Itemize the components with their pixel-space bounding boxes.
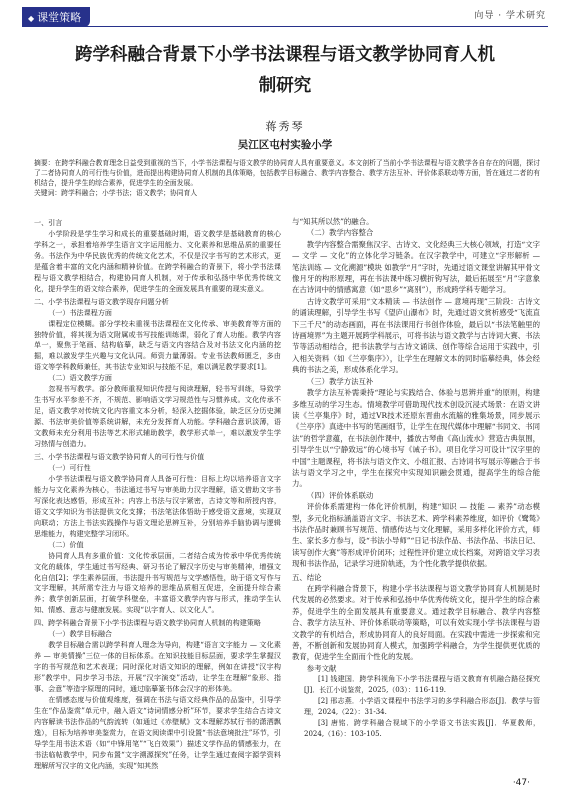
subsection-heading: （二）语文教学方面: [48, 373, 113, 383]
affiliation: 吴江区屯村实验小学: [237, 139, 333, 151]
page-number: ·47·: [512, 778, 530, 788]
paragraph: 在情感态度与价值观维度，强调在书法与语文经典作品的品鉴中，引导学生在“作品鉴赏”单元中，融入语文“诗词情感分析”环节，要求学生结合古诗文内容解读书法作品的气韵流转（如通过《赤壁赋》文本理解苏轼行书的潇洒飘逸），目标为培养审美鉴赏力，在语文阅读课中引设置“书法意境批注”环节，引导学生用书法术语（如“中锋用笔”“飞白效果”）描述文学作品的情感张力，在书法临帖教学中，同步布置“文字溯源探究”任务，让学生通过查阅字源学资料理解所写汉字的文化内涵，实现“知其然: [34, 694, 281, 770]
paragraph: 忽视书写教学。部分教师重视知识传授与阅读理解，轻书写训练，导致学生书写水平参差不齐，不规范、影响语文学习规范性与习惯养成。文化传承不足，语文教学对传统文化内容重文本分析，轻深入挖掘体验，缺乏区分历史渊源、书法审美价值等系统讲解，未充分发挥育人功能。学科融合意识淡薄，语文教师未充分利用书法等艺术形式辅助教学，教学形式单一，难以激发学生学习热情与创造力。: [34, 384, 281, 449]
section-heading: 四、跨学科融合背景下小学书法课程与语文教学协同育人机制的构建策略: [34, 618, 261, 628]
paragraph: 评价体系需建构一体化评价机制，构建“知识 — 技能 — 素养”动态模型，多元化指标涵盖语言文字、书法艺术、跨学科素养维度，如评价《鹭鸶》书法作品时兼顾书写规范、情感传达与文化理解，采用多样化评价方式，师生、家长多方参与，设“书法小导师”“日记书法作品、书法作品、书法日记、读写创作大赛”等形成评价闭环；过程性评价建立成长档案，对跨语文学习表现和书法作品，记录学习进阶轨迹，为个性化教学提供依据。: [292, 502, 540, 569]
subsection-heading: （四）评价体系联动: [306, 490, 374, 500]
paragraph: 课程定位模糊。部分学校未重视书法课程在文化传承、审美教育等方面的独特价值，将其视为语文附属或书写技能训练课，弱化了育人功能。教学内容单一，聚焦于笔画、结构临摹，缺乏与语文内容结合及对书法文化内涵的挖掘，难以激发学生兴趣与文化认同。师资力量薄弱。专业书法教师匮乏，多由语文等学科教师兼任，其书法专业知识与技能不足，难以满足教学要求[1]。: [34, 318, 281, 372]
journal-name: 向导 · 学术研究: [474, 11, 546, 21]
paragraph: 古诗文教学可采用“文本精读 — 书法创作 — 意境再现”三阶段：古诗文的诵读理解，引导学生书写《望庐山瀑布》时，先通过语文赏析感受“飞流直下三千尺”的动态画面，再在书法课用行书创作体验，最后以“书法笔触里的诗画境界”为主题开展跨学科展示，可将书法与语文教学与古诗词大赛、书法节等活动相结合，把书法教学与古诗文诵读、创作等综合运用于实践中，引入相关资料（如《兰亭集序》），让学生在理解文本的同时临摹经典，体会经典的书法之美，形成体系化学习。: [292, 296, 540, 375]
subsection-heading: （一）教学目标融合: [48, 629, 113, 639]
diamond-icon: ◆: [28, 14, 35, 23]
subsection-heading: （二）教学内容整合: [306, 228, 374, 238]
header-divider: [22, 26, 548, 27]
title-line-1: 跨学科融合背景下小学书法课程与语文教学协同育人机: [75, 45, 495, 65]
reference-item: [2] 邢志燕．小学语文课程中书法学习的多学科融合形态[J]．教学与管理，2024,（22）：31-34.: [304, 697, 540, 717]
reference-item: [1] 钱建国．跨学科视角下小学书法课程与语文教育有机融合路径探究[J]．长江小说鉴赏，2025,（03）：116-119.: [304, 675, 540, 695]
section-heading: 三、小学书法课程与语文教学协同育人的可行性与价值: [34, 452, 205, 462]
section-heading: 五、结论: [292, 572, 322, 582]
paragraph: 教学方法互补需秉持“理论与实践结合、体验与思辨并重”的原则，构建多维互动的学习生态。情境教学可借助现代技术创设沉浸式场景：在语文讲读《兰亭集序》时，通过VR技术还原东晋曲水流觞的雅集场景，同步展示《兰亭序》真迹中书写的笔画细节，让学生在现代媒体中理解“书同文、书同法”的哲学意蕴，在书法创作课中，播放古琴曲《高山流水》营造古典氛围，引导学生以“宁静致远”的心境书写《诫子书》。项目化学习可设计“汉字里的中国”主题课程，将书法与语文作文、小组汇报、古诗词书写展示等融合于书法与语文学习之中，学生在探究中实现知识融会贯通，提高学生的综合能力。: [292, 388, 540, 489]
section-heading: 二、小学书法课程与语文教学现存问题分析: [34, 296, 169, 306]
paragraph-continued: 与“知其所以然”的融合。: [292, 217, 374, 226]
body-column-left: [34, 216, 281, 772]
reference-item: [3] 唐铭．跨学科融合视域下的小学语文书法实践[J]．华夏教师，2024,（16）：103-105.: [304, 719, 540, 739]
author: 蒋秀琴: [265, 120, 305, 133]
subsection-heading: （二）价值: [48, 539, 84, 549]
subsection-heading: （一）可行性: [48, 462, 91, 472]
paragraph: 教学内容整合需聚焦汉字、古诗文、文化经典三大核心领域，打造“文字 — 文学 — 文化”的立体化学习链条。在汉字教学中，可建立“字形解析 — 笔法训练 — 文化溯源”模块 如教学“月”字时，先通过语文课堂讲解其甲骨文像月牙的构形原理，再在书法课中练习横折钩写法，最后拓展至“月”字意象在古诗词中的情感寓意（如“思乡”“离别”），形成跨学科专题学习。: [292, 239, 540, 295]
paragraph: 教学目标融合需以跨学科育人理念为导向，构建“语言文字能力 — 文化素养 — 审美情操”三位一体的目标体系。在知识技能目标层面，要求学生掌握汉字的书写规范和艺术表现；同时深化对语文知识的理解，例如在讲授“汉字构形”教学中，同步学习书法，开展“汉字演变”活动，让学生在理解“象形、指事、会意”等造字原理的同时，通过临摹篆书体会汉字的形体美。: [34, 640, 281, 694]
paragraph: 协同育人具有多重价值：文化传承层面，二者结合成为传承中华优秀传统文化的载体，学生通过书写经典、研习书论了解汉字历史与审美精神，增强文化自信[2]；学生素养层面，书法提升书写规范与文学感悟性，助于语文写作与文字理解，其所需专注力与语文培养的思维品质相互促进，全面提升综合素养；教学创新层面，打破学科壁垒，丰富语文教学内容与形式，推动学生认知、情感、意志与健康发展。实现“以字育人、以文化人”。: [34, 550, 281, 615]
keywords: 关键词：跨学科融合；小学书法；语文教学；协同育人: [34, 189, 198, 197]
paragraph: 小学书法课程与语文教学协同育人具备可行性：目标上均以培养语言文字能力与文化素养为核心，书法通过书写与审美助力汉字理解，语文借助文字书写深化表达感悟，形成互补；内容上书法与汉字紧密，古诗文等和所授内容，语文文学知识为书法提供文化支撑；书法笔法体悟助于感受语文意境，实现双向联动；方法上书法实践操作与语文理论思辨互补，分别培养手脑协调与逻辑思维能力，构建完整学习闭环。: [34, 473, 281, 538]
column-tag: [22, 7, 90, 27]
title-line-2: 制研究: [258, 76, 312, 96]
subsection-heading: （一）书法课程方面: [48, 307, 113, 317]
abstract: 摘要：在跨学科融合教育理念日益受到重视的当下，小学书法课程与语文教学的协同育人具有重要意义。本文剖析了当前小学书法课程与语文教学各自存在的问题，探讨了二者协同育人的可行性与价值，进而提出构建协同育人机制的具体策略，包括教学目标融合、教学内容整合、教学方法互补、评价体系联动等方面，旨在通过二者的有机结合，提升学生的综合素养，促进学生的全面发展。: [34, 159, 540, 187]
subsection-heading: （三）教学方法互补: [306, 376, 374, 386]
references-heading: 参考文献: [306, 663, 337, 673]
paragraph: 小学阶段是学生学习和成长的重要基础时期，语文教学是基础教育的核心学科之一，承担着培养学生语言文字运用能力、文化素养和思维品质的重要任务。书法作为中华民族优秀的传统文化艺术，不仅是汉字书写的艺术形式，更是蕴含着丰富的文化内涵和精神价值。在跨学科融合的背景下，将小学书法课程与语文教学相结合，构建协同育人机制，对于传承和弘扬中华优秀传统文化，提升学生的语文综合素养，促进学生的全面发展具有重要的现实意义。: [34, 228, 281, 293]
section-heading: 一、引言: [34, 218, 63, 227]
body-column-right: [292, 216, 540, 740]
article-title: [30, 40, 540, 102]
column-name: 课堂策略: [37, 11, 82, 24]
paragraph: 在跨学科融合背景下，构建小学书法课程与语文教学协同育人机制是时代发展的必然要求。对于传承和弘扬中华优秀传统文化，提升学生的综合素养，促进学生的全面发展具有重要意义。通过教学目标融合、教学内容整合、教学方法互补、评价体系联动等策略，可以有效实现小学书法课程与语文教学的有机结合，形成协同育人的良好局面。在实践中需进一步探索和完善，不断创新和发展协同育人模式，加强跨学科融合，为学生提供更优质的教育，促进学生全面而个性化的发展。: [292, 584, 540, 662]
